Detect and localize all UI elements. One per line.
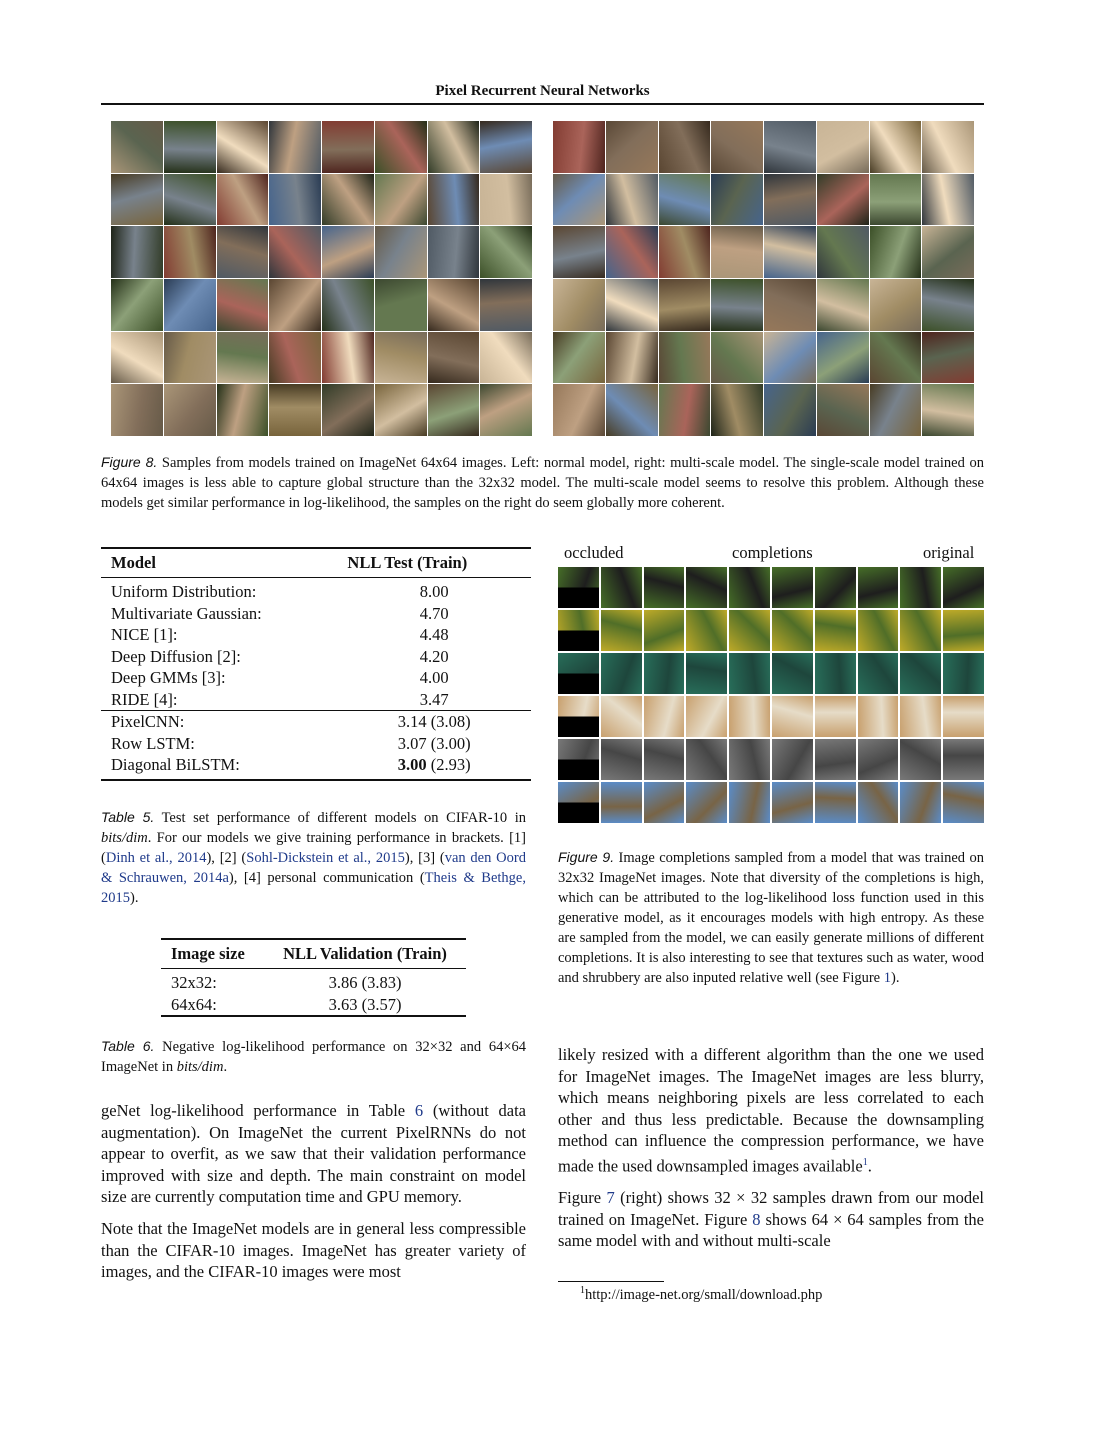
sample-image bbox=[659, 279, 711, 331]
sample-image bbox=[922, 226, 974, 278]
footnote-url: http://image-net.org/small/download.php bbox=[585, 1286, 823, 1303]
label-original: original bbox=[923, 543, 975, 562]
figure-ref-link[interactable]: 8 bbox=[752, 1209, 761, 1229]
sample-image bbox=[922, 121, 974, 173]
sample-image bbox=[772, 696, 813, 737]
sample-image bbox=[558, 653, 599, 694]
sample-image bbox=[428, 384, 480, 436]
caption-text: ), [2] ( bbox=[206, 850, 247, 866]
sample-image bbox=[375, 121, 427, 173]
model-name: RIDE [4]: bbox=[111, 689, 178, 709]
sample-image bbox=[375, 226, 427, 278]
sample-image bbox=[729, 567, 770, 608]
table5-caption bbox=[101, 807, 526, 908]
image-size: 64x64: bbox=[161, 994, 264, 1017]
caption-text: Image completions sampled from a model that was trained on 32x32 ImageNet images. Note that diversity of the completions is high, which can be attributed to the log-likelihood loss function used in this generative model, as it encourages models with high entropy. As these are sampled from the model, we can easily generate millions of different completions. It is also interesting to see that textures such as water, wood and shrubbery are also inputed relative well (see Figure bbox=[558, 850, 985, 986]
caption-text: ). bbox=[130, 890, 139, 906]
sample-image bbox=[558, 782, 599, 823]
sample-image bbox=[815, 782, 856, 823]
sample-image bbox=[269, 121, 321, 173]
caption-emphasis: bits/dim bbox=[176, 1059, 224, 1075]
table5 bbox=[101, 547, 531, 781]
nll-value: 4.20 bbox=[419, 646, 449, 666]
sample-image bbox=[858, 567, 899, 608]
nll-value: 3.63 (3.57) bbox=[264, 994, 466, 1017]
sample-image bbox=[553, 121, 605, 173]
sample-image bbox=[164, 279, 216, 331]
sample-image bbox=[764, 384, 816, 436]
sample-image bbox=[729, 739, 770, 780]
sample-image bbox=[943, 653, 984, 694]
sample-image bbox=[375, 279, 427, 331]
model-name: NICE [1]: bbox=[111, 625, 178, 644]
text: . bbox=[867, 1156, 872, 1176]
model-name: Deep GMMs [3]: bbox=[111, 668, 226, 687]
sample-image bbox=[943, 782, 984, 823]
sample-image bbox=[659, 226, 711, 278]
sample-image bbox=[711, 174, 763, 226]
sample-image bbox=[764, 121, 816, 173]
sample-image bbox=[900, 653, 941, 694]
sample-image bbox=[480, 121, 532, 173]
sample-image bbox=[711, 279, 763, 331]
sample-image bbox=[858, 696, 899, 737]
sample-image bbox=[815, 653, 856, 694]
sample-image bbox=[686, 696, 727, 737]
sample-image bbox=[269, 279, 321, 331]
sample-image bbox=[553, 279, 605, 331]
sample-image bbox=[606, 332, 658, 384]
sample-image bbox=[553, 332, 605, 384]
sample-image bbox=[553, 174, 605, 226]
sample-image bbox=[269, 384, 321, 436]
paragraph bbox=[558, 1187, 984, 1252]
sample-image bbox=[870, 279, 922, 331]
sample-image bbox=[815, 739, 856, 780]
sample-image bbox=[817, 279, 869, 331]
sample-image bbox=[480, 174, 532, 226]
sample-image bbox=[606, 279, 658, 331]
text: shows 64 × 64 samples from the same model with and without multi-scale bbox=[558, 1209, 984, 1251]
sample-image bbox=[659, 332, 711, 384]
sample-image bbox=[111, 384, 163, 436]
sample-image bbox=[111, 279, 163, 331]
sample-image bbox=[164, 174, 216, 226]
table5-header-model: Model bbox=[101, 548, 337, 578]
sample-image bbox=[644, 696, 685, 737]
sample-image bbox=[729, 696, 770, 737]
sample-image bbox=[817, 226, 869, 278]
text: likely resized with a different algorithm than the one we used for ImageNet images. The ImageNet images are less blurry, which means neighboring pixels are less correlated to each other and thus less predictable. Because the downsampling method can influence the compression performance, we have made the used downsampled images available bbox=[558, 1045, 984, 1176]
sample-image bbox=[601, 696, 642, 737]
figure8-right-samples-grid bbox=[553, 121, 974, 436]
model-name: Diagonal BiLSTM: bbox=[101, 754, 337, 780]
sample-image bbox=[686, 567, 727, 608]
footnote-link[interactable]: 1 bbox=[862, 1156, 868, 1168]
label-occluded: occluded bbox=[564, 543, 624, 562]
sample-image bbox=[817, 332, 869, 384]
sample-image bbox=[817, 174, 869, 226]
sample-image bbox=[858, 653, 899, 694]
sample-image bbox=[375, 174, 427, 226]
sample-image bbox=[870, 121, 922, 173]
sample-image bbox=[900, 696, 941, 737]
table6-label: Table 6. bbox=[101, 1038, 155, 1054]
sample-image bbox=[644, 653, 685, 694]
sample-image bbox=[858, 739, 899, 780]
table6-header-size: Image size bbox=[161, 939, 264, 969]
sample-image bbox=[772, 610, 813, 651]
sample-image bbox=[711, 226, 763, 278]
sample-image bbox=[815, 696, 856, 737]
sample-image bbox=[686, 653, 727, 694]
nll-value: 3.07 (3.00) bbox=[397, 733, 471, 753]
text: Figure bbox=[558, 1188, 607, 1208]
sample-image bbox=[711, 384, 763, 436]
nll-value: 3.47 bbox=[419, 689, 449, 709]
nll-value: 4.70 bbox=[419, 603, 449, 623]
caption-text: ), [3] ( bbox=[404, 850, 445, 866]
sample-image bbox=[111, 121, 163, 173]
sample-image bbox=[164, 332, 216, 384]
sample-image bbox=[217, 226, 269, 278]
sample-image bbox=[269, 226, 321, 278]
sample-image bbox=[815, 610, 856, 651]
sample-image bbox=[858, 610, 899, 651]
sample-image bbox=[870, 226, 922, 278]
sample-image bbox=[922, 174, 974, 226]
nll-value: 4.48 bbox=[419, 625, 449, 644]
sample-image bbox=[922, 384, 974, 436]
sample-image bbox=[606, 384, 658, 436]
sample-image bbox=[375, 332, 427, 384]
citation-link[interactable]: Sohl-Dickstein et al., 2015 bbox=[246, 850, 405, 866]
sample-image bbox=[111, 226, 163, 278]
train-value: (2.93) bbox=[426, 755, 471, 774]
sample-image bbox=[601, 567, 642, 608]
nll-value: 3.86 (3.83) bbox=[328, 973, 402, 992]
caption-text: Test set performance of different models on CIFAR-10 in bbox=[154, 810, 526, 826]
figure-ref-link[interactable]: 7 bbox=[606, 1188, 615, 1208]
caption-text: ), [4] personal communication ( bbox=[228, 870, 425, 886]
sample-image bbox=[686, 739, 727, 780]
sample-image bbox=[606, 226, 658, 278]
sample-image bbox=[428, 279, 480, 331]
footnote-mark: 1 bbox=[580, 1285, 585, 1296]
right-column-text bbox=[558, 1044, 984, 1262]
nll-value: 4.00 bbox=[419, 668, 449, 687]
sample-image bbox=[900, 739, 941, 780]
table-row bbox=[161, 994, 466, 1017]
sample-image bbox=[480, 332, 532, 384]
sample-image bbox=[269, 174, 321, 226]
text: (without data augmentation). On ImageNet the current PixelRNNs do not appear to overfit, as we saw that their validation performance improved with size and depth. The main constraint on model size are currently computation time and GPU memory. bbox=[101, 1101, 526, 1207]
figure8-caption-text: Samples from models trained on ImageNet 64x64 images. Left: normal model, right: multi-scale model. The single-scale model trained on 64x64 images is less able to capture global structure than the 32x32 model. The multi-scale model seems to resolve this problem. Although these models get similar performance in log-likelihood, the samples on the right do seem globally more coherent. bbox=[101, 455, 985, 511]
figure8-label: Figure 8. bbox=[101, 454, 158, 470]
sample-image bbox=[558, 610, 599, 651]
citation-link[interactable]: Dinh et al., 2014 bbox=[105, 850, 207, 866]
caption-text: . bbox=[223, 1059, 228, 1075]
sample-image bbox=[922, 279, 974, 331]
sample-image bbox=[729, 610, 770, 651]
sample-image bbox=[322, 174, 374, 226]
sample-image bbox=[817, 384, 869, 436]
sample-image bbox=[922, 332, 974, 384]
sample-image bbox=[217, 121, 269, 173]
sample-image bbox=[480, 279, 532, 331]
table-row bbox=[101, 646, 531, 668]
text: geNet log-likelihood performance in Table bbox=[101, 1101, 415, 1120]
sample-image bbox=[644, 782, 685, 823]
sample-image bbox=[217, 279, 269, 331]
sample-image bbox=[644, 567, 685, 608]
citation-link[interactable]: Theis & Bethge, 2015 bbox=[101, 870, 526, 906]
sample-image bbox=[764, 226, 816, 278]
sample-image bbox=[480, 226, 532, 278]
table6-header-nll: NLL Validation (Train) bbox=[264, 939, 466, 969]
sample-image bbox=[480, 384, 532, 436]
text: (right) shows 32 × 32 samples drawn from our model trained on ImageNet. Figure bbox=[558, 1188, 984, 1229]
sample-image bbox=[659, 121, 711, 173]
sample-image bbox=[858, 782, 899, 823]
sample-image bbox=[772, 567, 813, 608]
sample-image bbox=[870, 332, 922, 384]
sample-image bbox=[428, 174, 480, 226]
sample-image bbox=[164, 384, 216, 436]
paragraph bbox=[558, 1044, 984, 1177]
sample-image bbox=[659, 174, 711, 226]
sample-image bbox=[322, 332, 374, 384]
sample-image bbox=[217, 384, 269, 436]
table-row bbox=[101, 603, 531, 625]
sample-image bbox=[764, 174, 816, 226]
sample-image bbox=[164, 121, 216, 173]
sample-image bbox=[111, 332, 163, 384]
table-row bbox=[101, 667, 531, 689]
table6-caption bbox=[101, 1036, 526, 1077]
table-row bbox=[101, 624, 531, 646]
sample-image bbox=[729, 653, 770, 694]
caption-text: Negative log-likelihood performance on 32×32 and 64×64 ImageNet in bbox=[101, 1039, 526, 1075]
figure9-caption bbox=[558, 847, 984, 988]
footnote bbox=[580, 1285, 822, 1304]
sample-image bbox=[553, 226, 605, 278]
sample-image bbox=[900, 782, 941, 823]
sample-image bbox=[164, 226, 216, 278]
sample-image bbox=[601, 610, 642, 651]
table5-label: Table 5. bbox=[101, 809, 155, 825]
table-row bbox=[101, 711, 531, 733]
table5-header-nll: NLL Test (Train) bbox=[337, 548, 531, 578]
sample-image bbox=[553, 384, 605, 436]
image-size: 32x32: bbox=[171, 973, 217, 992]
sample-image bbox=[711, 121, 763, 173]
model-name: Multivariate Gaussian: bbox=[111, 603, 262, 623]
left-column-text bbox=[101, 1100, 526, 1293]
sample-image bbox=[943, 739, 984, 780]
table-row bbox=[101, 689, 531, 711]
sample-image bbox=[428, 226, 480, 278]
sample-image bbox=[870, 384, 922, 436]
sample-image bbox=[428, 332, 480, 384]
sample-image bbox=[558, 696, 599, 737]
model-name: Row LSTM: bbox=[111, 733, 195, 753]
sample-image bbox=[764, 279, 816, 331]
sample-image bbox=[217, 174, 269, 226]
sample-image bbox=[558, 567, 599, 608]
figure8-left-samples-grid bbox=[111, 121, 532, 436]
sample-image bbox=[711, 332, 763, 384]
model-name: PixelCNN: bbox=[101, 711, 337, 733]
sample-image bbox=[943, 696, 984, 737]
sample-image bbox=[558, 739, 599, 780]
sample-image bbox=[322, 121, 374, 173]
sample-image bbox=[601, 653, 642, 694]
figure9-label: Figure 9. bbox=[558, 849, 615, 865]
caption-emphasis: bits/dim bbox=[101, 830, 148, 846]
sample-image bbox=[943, 610, 984, 651]
sample-image bbox=[659, 384, 711, 436]
sample-image bbox=[428, 121, 480, 173]
sample-image bbox=[601, 782, 642, 823]
sample-image bbox=[772, 782, 813, 823]
sample-image bbox=[111, 174, 163, 226]
caption-text: . For our models we give training performance in brackets. [1] ( bbox=[101, 830, 526, 866]
sample-image bbox=[729, 782, 770, 823]
sample-image bbox=[322, 226, 374, 278]
sample-image bbox=[322, 279, 374, 331]
paragraph: Note that the ImageNet models are in general less compressible than the CIFAR-10 images. ImageNet has greater variety of images, and the CIFAR-10 images were most bbox=[101, 1218, 526, 1282]
sample-image bbox=[686, 610, 727, 651]
model-name: Deep Diffusion [2]: bbox=[111, 646, 241, 666]
model-name: Uniform Distribution: bbox=[111, 582, 257, 601]
paragraph bbox=[101, 1100, 526, 1208]
sample-image bbox=[375, 384, 427, 436]
sample-image bbox=[606, 121, 658, 173]
sample-image bbox=[817, 121, 869, 173]
table-row bbox=[101, 754, 531, 780]
table-row bbox=[101, 578, 531, 603]
figure-ref-link[interactable]: 1 bbox=[883, 970, 891, 986]
sample-image bbox=[644, 610, 685, 651]
sample-image bbox=[686, 782, 727, 823]
sample-image bbox=[644, 739, 685, 780]
citation-link[interactable]: van den Oord & Schrauwen, 2014a bbox=[101, 850, 526, 886]
sample-image bbox=[322, 384, 374, 436]
table-ref-link[interactable]: 6 bbox=[414, 1101, 424, 1120]
sample-image bbox=[870, 174, 922, 226]
figure8-caption bbox=[101, 452, 984, 513]
running-title: Pixel Recurrent Neural Networks bbox=[435, 83, 650, 99]
sample-image bbox=[772, 739, 813, 780]
nll-value: 8.00 bbox=[419, 582, 449, 601]
table-row bbox=[101, 733, 531, 755]
sample-image bbox=[269, 332, 321, 384]
header-rule bbox=[101, 103, 984, 105]
figure9-completions-grid bbox=[558, 567, 984, 823]
sample-image bbox=[601, 739, 642, 780]
nll-value: 3.14 (3.08) bbox=[337, 711, 531, 733]
sample-image bbox=[764, 332, 816, 384]
table-row bbox=[161, 969, 466, 994]
table6 bbox=[161, 938, 466, 1017]
sample-image bbox=[772, 653, 813, 694]
sample-image bbox=[943, 567, 984, 608]
caption-text: ). bbox=[890, 970, 900, 986]
sample-image bbox=[606, 174, 658, 226]
best-value: 3.00 bbox=[397, 755, 427, 774]
sample-image bbox=[815, 567, 856, 608]
nll-value bbox=[337, 754, 531, 780]
sample-image bbox=[217, 332, 269, 384]
label-completions: completions bbox=[732, 543, 813, 562]
sample-image bbox=[900, 610, 941, 651]
footnote-rule bbox=[558, 1281, 664, 1282]
sample-image bbox=[900, 567, 941, 608]
